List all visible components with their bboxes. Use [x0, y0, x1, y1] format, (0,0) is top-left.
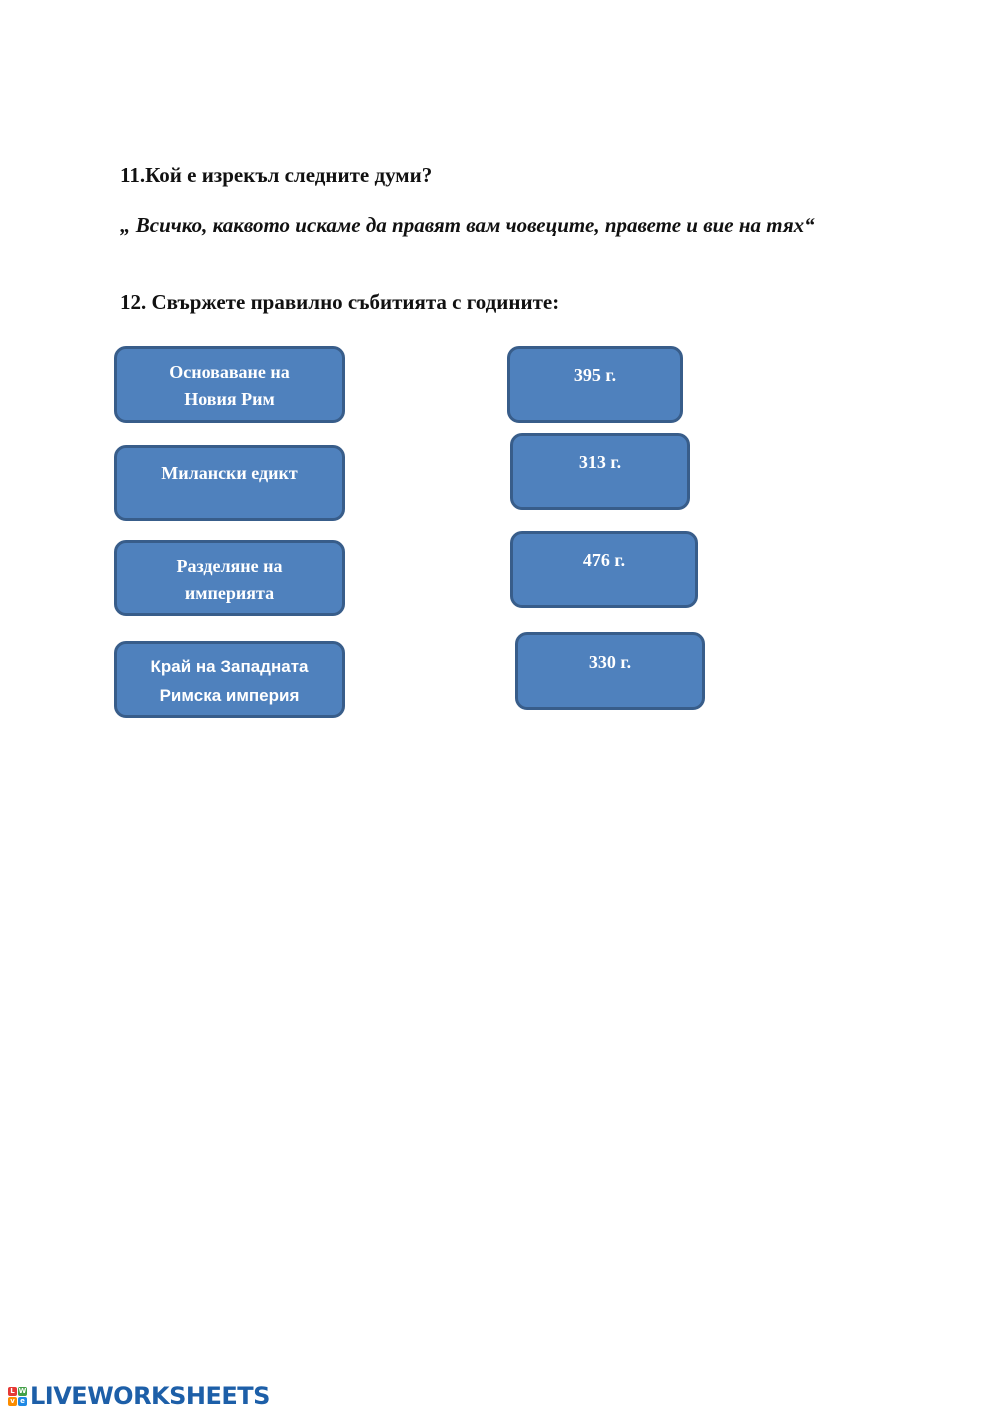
- event-label-line2: Новия Рим: [184, 389, 275, 409]
- question-11-quote: „ Всичко, каквото искаме да правят вам човеците, правете и вие на тях“: [120, 213, 815, 237]
- event-box-new-rome[interactable]: [114, 346, 345, 423]
- logo-grid-icon: [8, 1387, 27, 1406]
- event-label-line1: Край на Западната: [150, 657, 309, 676]
- logo-tile: e: [18, 1397, 27, 1406]
- logo-tile: L: [8, 1387, 17, 1396]
- liveworksheets-logo: [8, 1382, 270, 1410]
- event-box-fall-western-empire[interactable]: [114, 641, 345, 718]
- year-box-330[interactable]: [515, 632, 705, 710]
- event-label-line2: Римска империя: [159, 686, 300, 705]
- year-label: 476 г.: [582, 550, 626, 570]
- logo-tile: v: [8, 1397, 17, 1406]
- year-label: 330 г.: [588, 652, 632, 672]
- question-12-title: 12. Свържете правилно събитията с годините:: [120, 290, 560, 314]
- year-box-313[interactable]: [510, 433, 690, 510]
- logo-tile: W: [18, 1386, 27, 1395]
- year-box-395[interactable]: [507, 346, 683, 423]
- brand-wordmark: LIVEWORKSHEETS: [30, 1382, 270, 1410]
- event-box-division-empire[interactable]: [114, 540, 345, 616]
- year-label: 395 г.: [573, 365, 617, 385]
- year-label: 313 г.: [578, 452, 622, 472]
- question-11-title: 11.Кой е изрекъл следните думи?: [120, 163, 433, 187]
- year-box-476[interactable]: [510, 531, 698, 608]
- event-label-line1: Разделяне на: [176, 556, 283, 576]
- event-label-line1: Милански едикт: [161, 463, 298, 483]
- event-label-line2: империята: [184, 583, 275, 603]
- event-box-milan-edict[interactable]: [114, 445, 345, 521]
- event-label-line1: Основаване на: [169, 362, 290, 382]
